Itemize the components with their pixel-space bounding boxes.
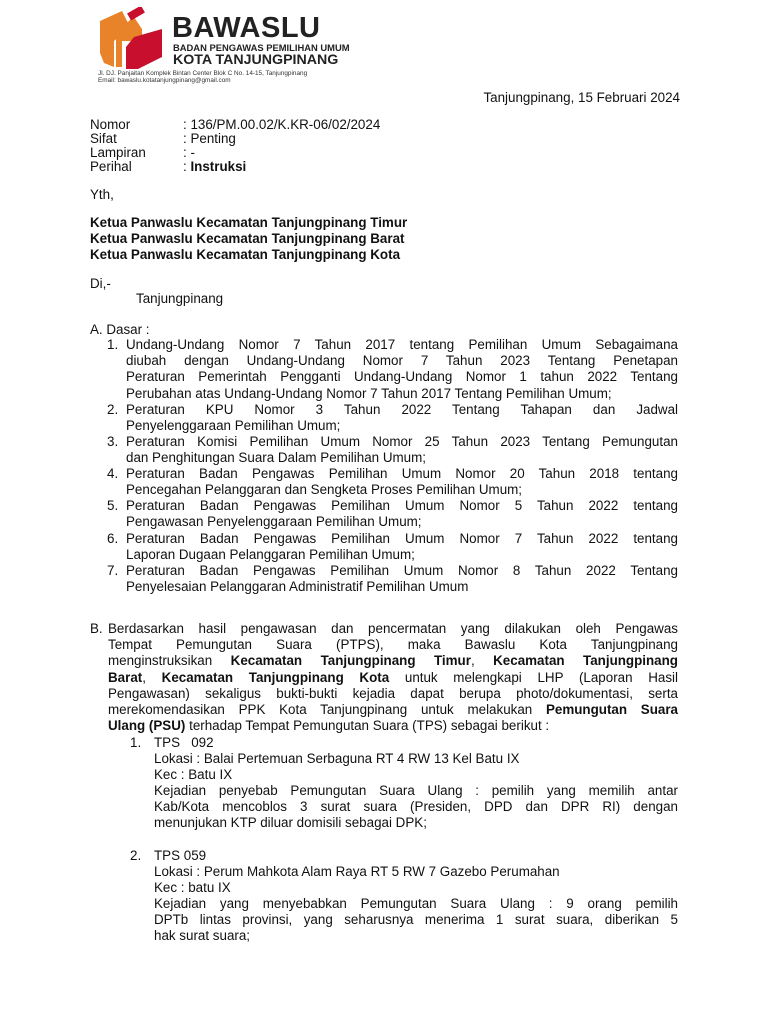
tps-kejadian-line: Kejadian yang menyebabkan Pemungutan Suara Ulang : 9 orang pemilih: [154, 896, 678, 911]
tps-kejadian-line: menunjukan KTP diluar domisili sebagai DPK;: [154, 815, 427, 831]
list-item-number: 1.: [107, 337, 119, 352]
list-item: [126, 531, 678, 563]
meta-perihal-value: Instruksi: [190, 159, 247, 174]
tps-name: TPS 092: [154, 735, 214, 750]
section-b-line: [108, 718, 678, 734]
tps-lokasi: Lokasi : Perum Mahkota Alam Raya RT 5 RW 7 Gazebo Perumahan: [154, 864, 560, 879]
tps-kec: Kec : Batu IX: [154, 767, 233, 782]
meta-sifat-label: Sifat: [90, 131, 117, 146]
section-b-bold: Ulang (PSU): [108, 718, 186, 734]
list-item-line: Peraturan Badan Pengawas Pemilihan Umum Nomor 7 Tahun 2022 tentang: [126, 531, 678, 546]
tps-kejadian-line: hak surat suara;: [154, 928, 251, 944]
org-city: KOTA TANJUNGPINANG: [173, 52, 339, 68]
section-b-text: terhadap Tempat Pemungutan Suara (TPS) sebagai berikut :: [185, 718, 550, 734]
list-item-line: Undang-Undang Nomor 7 Tahun 2017 tentang Pemilihan Umum Sebagaimana: [126, 337, 678, 352]
org-full-name: BADAN PENGAWAS PEMILIHAN UMUM: [173, 42, 350, 53]
section-b-line: Berdasarkan hasil pengawasan dan pencermatan yang dilakukan oleh Pengawas: [108, 621, 678, 636]
org-name: BAWASLU: [172, 12, 321, 44]
list-item: [126, 434, 678, 466]
meta-nomor-label: Nomor: [90, 117, 131, 132]
place-line: Tanjungpinang: [136, 291, 224, 306]
meta-perihal-label: Perihal: [90, 159, 132, 174]
list-item-line: Peraturan Badan Pengawas Pemilihan Umum Nomor 5 Tahun 2022 tentang: [126, 498, 678, 513]
section-b-bold: Barat: [108, 669, 143, 685]
list-item-number: 4.: [107, 466, 119, 481]
section-b-text: untuk melengkapi LHP (Laporan Hasil: [389, 669, 678, 685]
letter-date: Tanjungpinang, 15 Februari 2024: [483, 90, 680, 105]
list-item-number: 7.: [107, 563, 119, 578]
list-item: [126, 337, 678, 402]
meta-lampiran-value: : -: [183, 145, 195, 160]
section-b-paragraph: [108, 621, 678, 734]
tps-number: 1.: [130, 735, 142, 750]
meta-perihal-sep: :: [183, 159, 191, 174]
list-item-line: Pengawasan Penyelenggaraan Pemilihan Umum;: [126, 514, 422, 530]
section-b-line: [108, 670, 678, 686]
recipient-1: Ketua Panwaslu Kecamatan Tanjungpinang Timur: [90, 215, 408, 230]
list-item-number: 5.: [107, 498, 119, 513]
list-item: [126, 498, 678, 530]
tps-kec: Kec : batu IX: [154, 880, 231, 895]
list-item-line: Penyelenggaraan Pemilihan Umum;: [126, 418, 341, 434]
list-item: [126, 402, 678, 434]
list-item-line: Peraturan Pemerintah Pengganti Undang-Undang Nomor 1 tahun 2022 Tentang: [126, 369, 678, 385]
section-b-line: Pengawasan) sekaligus bukti-bukti kejadia dapat berupa photo/dokumentasi, serta: [108, 685, 678, 701]
list-item: [126, 466, 678, 498]
section-b-bold: Pemungutan Suara: [545, 702, 679, 718]
recipient-2: Ketua Panwaslu Kecamatan Tanjungpinang Barat: [90, 231, 405, 246]
list-item-line: diubah dengan Undang-Undang Nomor 7 Tahun 2023 Tentang Penetapan: [126, 353, 678, 369]
tps-kejadian: [154, 783, 678, 832]
list-item-line: Pencegahan Pelanggaran dan Sengketa Proses Pemilihan Umum;: [126, 482, 523, 498]
tps-number: 2.: [130, 848, 142, 863]
section-b-bold: Kecamatan Tanjungpinang: [493, 653, 678, 669]
meta-perihal: [90, 159, 246, 175]
tps-kejadian-line: DPTb lintas provinsi, yang seharusnya menerima 1 surat suara, diberikan 5: [154, 912, 678, 928]
list-item-number: 6.: [107, 531, 119, 546]
section-b-text: ,: [142, 669, 162, 685]
list-item-line: Peraturan Badan Pengawas Pemilihan Umum Nomor 8 Tahun 2022 Tentang: [126, 563, 678, 578]
tps-kejadian-line: Kab/Kota mencoblos 3 surat suara (Presiden, DPD dan DPR RI) dengan: [154, 799, 678, 815]
list-item-line: Peraturan Komisi Pemilihan Umum Nomor 25 Tahun 2023 Tentang Pemungutan: [126, 434, 678, 449]
org-email: Email: bawaslu.kotatanjungpinang@gmail.com: [98, 77, 231, 84]
list-item-line: Peraturan KPU Nomor 3 Tahun 2022 Tentang Tahapan dan Jadwal: [126, 402, 678, 417]
section-b-text: ,: [470, 653, 494, 669]
section-b-bold: Kecamatan Tanjungpinang Kota: [161, 669, 390, 685]
list-item-line: Peraturan Badan Pengawas Pemilihan Umum Nomor 20 Tahun 2018 tentang: [126, 466, 678, 481]
list-item: [126, 563, 678, 595]
tps-lokasi: Lokasi : Balai Pertemuan Serbaguna RT 4 RW 13 Kel Batu IX: [154, 751, 520, 766]
bawaslu-logo-icon: [98, 7, 166, 70]
meta-sifat-value: : Penting: [183, 131, 236, 146]
di-line: Di,-: [90, 276, 111, 291]
list-item-line: Perubahan atas Undang-Undang Nomor 7 Tahun 2017 Tentang Pemilihan Umum;: [126, 385, 612, 401]
list-item-number: 3.: [107, 434, 119, 449]
section-b-line: [108, 653, 678, 669]
tps-kejadian: [154, 896, 678, 945]
list-item-number: 2.: [107, 402, 119, 417]
list-item-line: Laporan Dugaan Pelanggaran Pemilihan Umum;: [126, 547, 415, 563]
recipient-3: Ketua Panwaslu Kecamatan Tanjungpinang Kota: [90, 247, 401, 262]
section-b-text: menginstruksikan: [108, 653, 231, 669]
section-b-bold: Kecamatan Tanjungpinang Timur: [230, 653, 471, 669]
org-address: Jl. DJ. Panjaitan Komplek Bintan Center Blok C No. 14-15, Tanjungpinang: [98, 70, 308, 77]
section-b-line: Tempat Pemungutan Suara (PTPS), maka Bawaslu Kota Tanjungpinang: [108, 637, 678, 653]
tps-kejadian-line: Kejadian penyebab Pemungutan Suara Ulang : pemilih yang memilih antar: [154, 783, 678, 798]
section-b-line: [108, 702, 678, 718]
list-item-line: dan Penghitungan Suara Dalam Pemilihan Umum;: [126, 450, 426, 466]
meta-lampiran-label: Lampiran: [90, 145, 146, 160]
section-b-prefix: B.: [90, 621, 103, 636]
list-item-line: Penyelesaian Pelanggaran Administratif Pemilihan Umum: [126, 579, 469, 595]
meta-nomor-value: : 136/PM.00.02/K.KR-06/02/2024: [183, 117, 381, 132]
section-b-text: merekomendasikan PPK Kota Tanjungpinang untuk melakukan: [108, 702, 546, 718]
tps-name: TPS 059: [154, 848, 207, 863]
salutation: Yth,: [90, 187, 114, 202]
section-a-title: A. Dasar :: [90, 322, 150, 337]
